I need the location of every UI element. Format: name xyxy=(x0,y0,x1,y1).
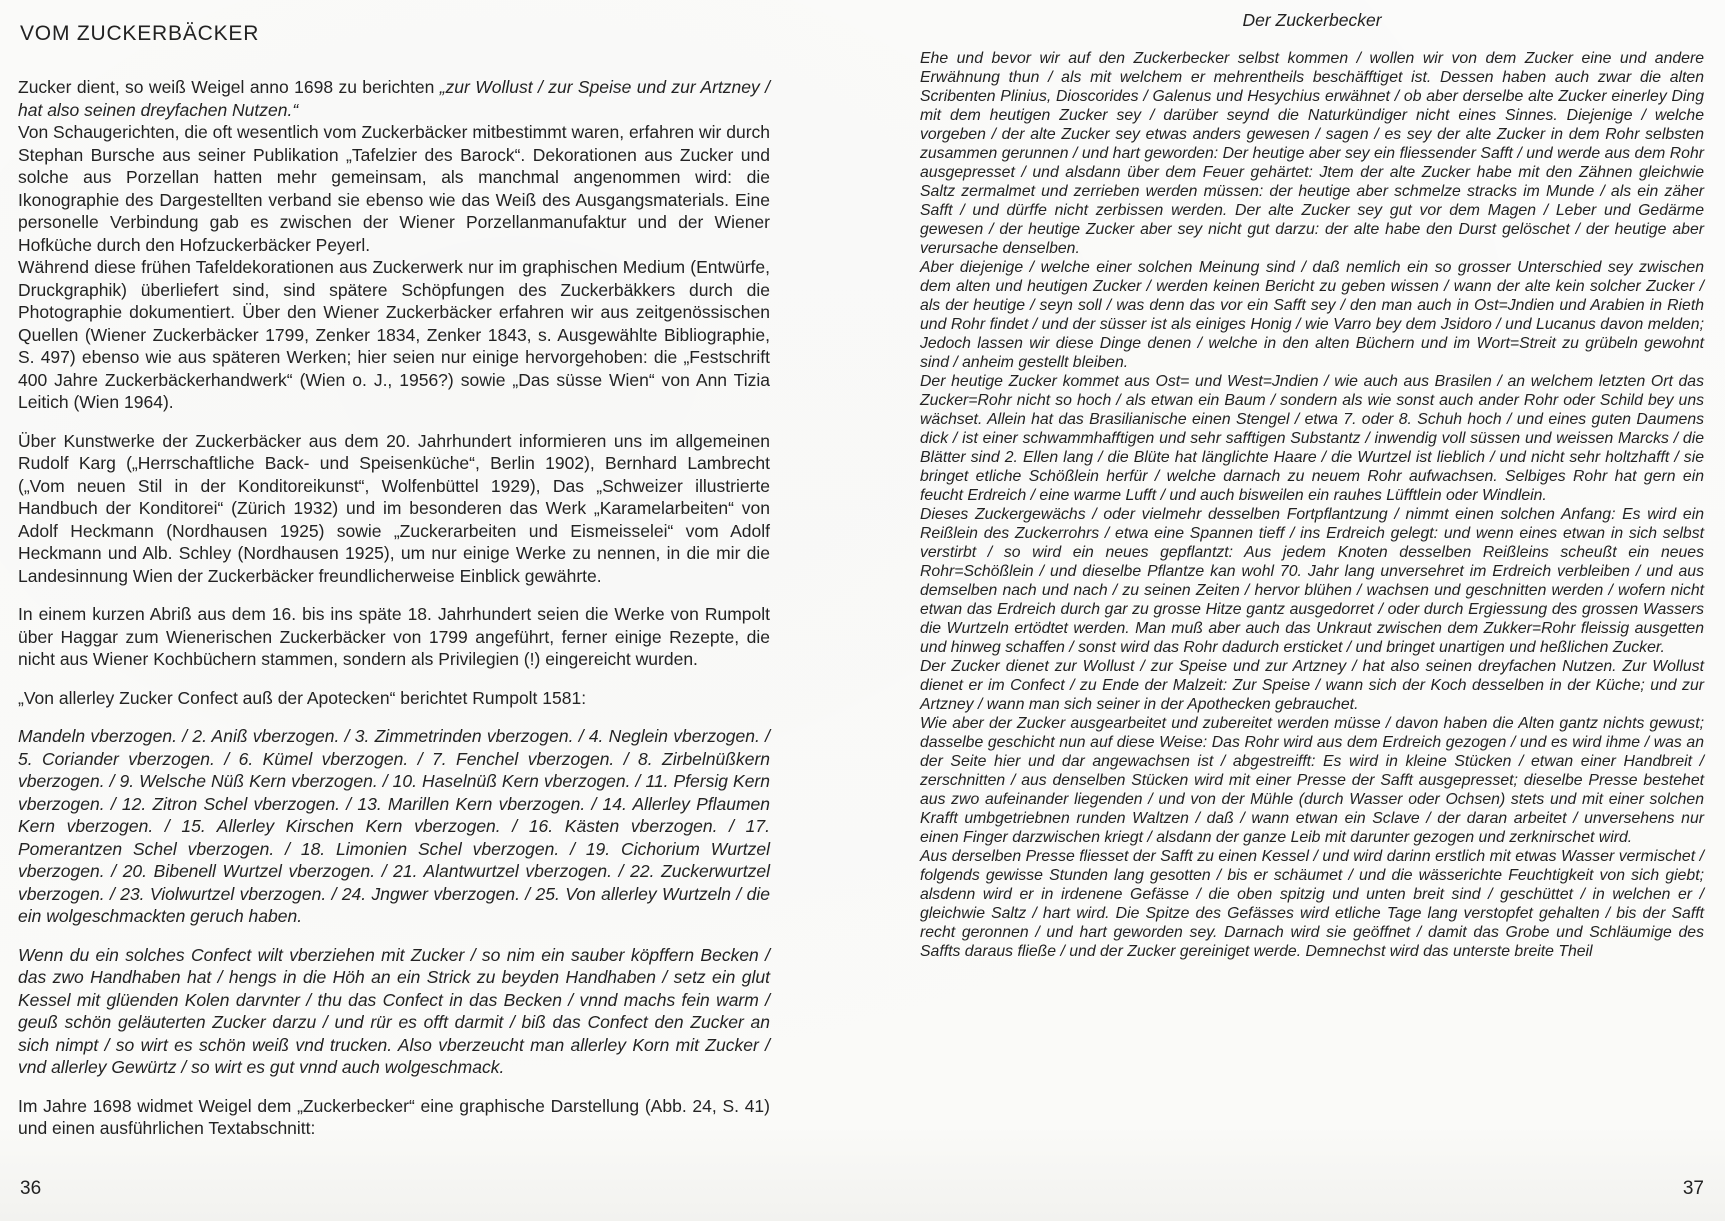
paragraph: Aber diejenige / welche einer solchen Meinung sind / daß nemlich ein so grosser Unterschied sey zwischen dem alten und heutigen Zucker / werden keinen Bericht zu geben wissen / wann der alte kein solcher Zucker / als der heutige / seyn soll / was denn das vor ein Safft sey / den man auch in Ost=Jndien und Arabien in Rieth und Rohr findet / und der süsser ist als einiges Honig / wie Varro bey dem Jsidoro / und Lucanus davon melden; Jedoch lassen wir diese Dinge denen / welche in den alten Büchern und im Wort=Streit zu grübeln gewohnt sind / anheim gestellt bleiben. xyxy=(920,259,1704,371)
paragraph: Der Zucker dienet zur Wollust / zur Speise und zur Artzney / hat also seinen dreyfachen Nutzen. Zur Wollust dienet er im Confect / zu Ende der Malzeit: Zur Speise / wann sich der Koch desselben in der Küche; und zur Artzney / wann man sich seiner in der Apothecken gebrauchet. xyxy=(920,658,1704,713)
paragraph: Mandeln vberzogen. / 2. Aniß vberzogen. / 3. Zimmetrinden vberzogen. / 4. Neglein vberzogen. / 5. Coriander vberzogen. / 6. Kümel vberzogen. / 7. Fenchel vberzogen. / 8. Zirbelnüßkern vberzogen. / 9. Welsche Nüß Kern vberzogen. / 10. Haselnüß Kern vberzogen. / 11. Pfersig Kern vberzogen. / 12. Zitron Schel vberzogen. / 13. Marillen Kern vberzogen. / 14. Allerley Pflaumen Kern vberzogen. / 15. Allerley Kirschen Kern vberzogen. / 16. Kästen vberzogen. / 17. Pomerantzen Schel vberzogen. / 18. Limonien Schel vberzogen. / 19. Cichorium Wurtzel vberzogen. / 20. Bibenell Wurtzel vberzogen. / 21. Alantwurtzel vberzogen. / 22. Zuckerwurtzel vberzogen. / 23. Violwurtzel vberzogen. / 24. Jngwer vberzogen. / 25. Von allerley Wurtzeln / die ein wolgeschmackten geruch haben. xyxy=(18,726,770,926)
page-number-left: 36 xyxy=(20,1178,42,1199)
paragraph: In einem kurzen Abriß aus dem 16. bis ins späte 18. Jahrhundert seien die Werke von Rumpolt über Haggar zum Wienerischen Zuckerbäcker von 1799 angeführt, ferner einige Rezepte, die nicht aus Wiener Kochbüchern stammen, sondern als Privilegien (!) eingereicht wurden. xyxy=(18,604,770,669)
paragraph: Von Schaugerichten, die oft wesentlich vom Zuckerbäcker mitbestimmt waren, erfahren wir durch Stephan Bursche aus seiner Publikation „Tafelzier des Barock“. Dekorationen aus Zucker und solche aus Porzellan hatten mehr gemeinsam, als manchmal angenommen wird: die Ikonographie des Dargestellten verband sie ebenso wie das Weiß des Ausgangsmaterials. Eine personelle Verbindung gab es zwischen der Wiener Porzellanmanufaktur und der Wiener Hofküche durch den Hofzuckerbäcker Peyerl. xyxy=(18,122,770,255)
right-page xyxy=(920,0,1704,1221)
page-number-right: 37 xyxy=(1682,1178,1704,1199)
paragraph: Ehe und bevor wir auf den Zuckerbecker selbst kommen / wollen wir von dem Zucker eine und andere Erwähnung thun / als mit welchem er mehrentheils beschäfftiget ist. Dessen haben auch zwar die alten Scribenten Plinius, Dioscorides / Galenus und Hesychius erwähnet / ob aber derselbe alte Zucker einerley Ding mit dem heutigen Zucker sey / darüber seynd die Naturkündiger nicht eines Sinnes. Diejenige / welche vorgeben / der alte Zucker sey etwas anders gewesen / sagen / es sey der alte Zucker in dem Rohr selbsten zusammen gerunnen / und hart geworden: Der heutige aber sey ein fliessender Safft / und werde aus dem Rohr ausgepresset / und alsdann über dem Feuer gehärtet: Jtem der alte Zucker habe mit den Zähnen gleichwie Saltz zermalmet und zerrieben werden müssen: der heutige aber schmelze stracks im Munde / als ein zäher Safft / und dürffe nicht zerbissen werden. Der alte Zucker sey gut vor dem Magen / Leber und Gedärme gewesen / der heutige Zucker aber sey nicht gut darzu: der alte habe den Durst gelöschet / der heutige aber verursache denselben. xyxy=(920,50,1704,257)
paragraph-quote: „zur Wollust / zur Speise und zur Artzney / hat also seinen dreyfachen Nutzen.“ xyxy=(18,77,770,120)
left-page xyxy=(18,0,770,1221)
paragraph: Dieses Zuckergewächs / oder vielmehr desselben Fortpflantzung / nimmt einen solchen Anfang: Es wird ein Reißlein des Zuckerrohrs / etwa eine Spannen tieff / ins Erdreich gelegt: und wenn eines etwan in sich selbst verstirbt / so wird ein neues gepflantzt: Aus jedem Knoten desselben Reißleins scheußt ein neues Rohr=Schößlein / und dieselbe Pflantze kan wohl 70. Jahr lang unversehret im Erdreich verbleiben / und aus demselben nach und nach / zu seinen Zeiten / hervor blühen / wachsen und geschnitten werden / wofern nicht etwan das Erdreich durch gar zu grosse Hitze gantz ausgedorret / oder durch Ergiessung des grossen Wassers die Wurtzeln ertödtet werden. Man muß aber auch das Unkraut zwischen dem Zukker=Rohr fleissig ausgetten und hinweg schaffen / sonst wird das Rohr dadurch ersticket / und bringet unartigen und heßlichen Zucker. xyxy=(920,506,1704,656)
paragraph-lead: Zucker dient, so weiß Weigel anno 1698 zu berichten xyxy=(18,77,440,97)
paragraph: Wie aber der Zucker ausgearbeitet und zubereitet werden müsse / davon haben die Alten gantz nichts gewust; dasselbe geschicht nun auf diese Weise: Das Rohr wird aus dem Erdreich gezogen / und es wird ihme / was an der Seite hier und dar angewachsen ist / abgestreifft: Es wird in kleine Stücken / etwan einer Handbreit / zerschnitten / aus denselben Stücken wird mit einer Presse der Safft ausgepresset; dieselbe Presse bestehet aus zwo aufeinander liegenden / und von der Mühle (durch Wasser oder Ochsen) stets und mit einer solchen Krafft umbgetriebnen runden Waltzen / daß / wann etwan ein Sclave / der daran arbeitet / unversehens nur einen Finger darzwischen kriegt / alsdann der ganze Leib mit darunter gezogen und zerknirschet wird. xyxy=(920,715,1704,846)
left-page-body xyxy=(18,76,770,1140)
paragraph xyxy=(18,76,770,121)
paragraph: Im Jahre 1698 widmet Weigel dem „Zuckerbecker“ eine graphische Darstellung (Abb. 24, S. 41) und einen ausführlichen Textabschnitt: xyxy=(18,1095,770,1138)
right-page-title: Der Zuckerbecker xyxy=(1242,10,1382,30)
paragraph: „Von allerley Zucker Confect auß der Apotecken“ berichtet Rumpolt 1581: xyxy=(18,687,587,708)
left-page-title: VOM ZUCKERBÄCKER xyxy=(20,22,260,45)
paragraph: Aus derselben Presse fliesset der Safft zu einen Kessel / und wird darinn erstlich mit etwas Wasser vermischet / folgends gewisse Stunden lang gesotten / bis er schäumet / und die wässerichte Feuchtigkeit von sich giebt; alsdenn wird er in irdenene Gefässe / die oben spitzig und unten breit sind / geschüttet / in welchen er / gleichwie Saltz / hart wird. Die Spitze des Gefässes wird etliche Tage lang verstopfet gehalten / bis der Safft recht geronnen / und hart geworden sey. Darnach wird sie geöffnet / damit das Grobe und Schläumige des Saffts daraus fließe / und der Zucker gereiniget werde. Demnechst wird das unterste breite Theil xyxy=(920,848,1704,960)
paragraph: Während diese frühen Tafeldekorationen aus Zuckerwerk nur im graphischen Medium (Entwürfe, Druckgraphik) überliefert sind, sind spätere Schöpfungen des Zuckerbäkkers durch die Photographie dokumentiert. Über den Wiener Zuckerbäcker erfahren wir aus zeitgenössischen Quellen (Wiener Zuckerbäcker 1799, Zenker 1834, Zenker 1843, s. Ausgewählte Bibliographie, S. 497) ebenso wie aus späteren Werken; hier seien nur einige hervorgehoben: die „Festschrift 400 Jahre Zuckerbäckerhandwerk“ (Wien o. J., 1956?) sowie „Das süsse Wien“ von Ann Tizia Leitich (Wien 1964). xyxy=(18,257,770,412)
paragraph: Über Kunstwerke der Zuckerbäcker aus dem 20. Jahrhundert informieren uns im allgemeinen Rudolf Karg („Herrschaftliche Back- und Speisenküche“, Berlin 1902), Bernhard Lambrecht („Vom neuen Stil in der Konditoreikunst“, Wolfenbüttel 1929), Das „Schweizer illustrierte Handbuch der Konditorei“ (Zürich 1932) und im besonderen das Werk „Karamelarbeiten“ von Adolf Heckmann (Nordhausen 1925) sowie „Zuckerarbeiten und Eismeisselei“ vom Adolf Heckmann und Alb. Schley (Nordhausen 1925), um nur einige Werke zu nennen, in die mir die Landesinnung Wien der Zuckerbäcker freundlicherweise Einblick gewährte. xyxy=(18,430,770,586)
paragraph: Wenn du ein solches Confect wilt vberziehen mit Zucker / so nim ein sauber köpffern Becken / das zwo Handhaben hat / hengs in die Höh an ein Strick zu beyden Handhaben / setz ein glut Kessel mit glüenden Kolen darvnter / thu das Confect in das Becken / vnnd machs fein warm / geuß schön geläuterten Zucker darzu / und rür es offt darmit / biß das Confect den Zucker an sich nimpt / so wirt es schön weiß vnd trucken. Also vberzeucht man allerley Korn mit Zucker / vnd allerley Gewürtz / so wirt es gut vnnd auch wolgeschmack. xyxy=(18,944,770,1077)
right-page-body xyxy=(920,49,1704,961)
paragraph: Der heutige Zucker kommet aus Ost= und West=Jndien / wie auch aus Brasilen / an welchem letzten Ort das Zucker=Rohr nicht so hoch / als etwan ein Baum / sondern als wie sonst auch ander Rohr oder Schild bey uns wächset. Allein hat das Brasilianische einen Stengel / etwa 7. oder 8. Schuh hoch / und eines guten Daumens dick / ist einer schwammhafftigen und sehr safftigen Substantz / inwendig voll süssen und weissen Marcks / die Blätter sind 2. Ellen lang / die Blüte hat länglichte Haare / die Wurtzel ist lieblich / und nicht sehr holtzhafft / sie bringet etliche Schößlein herfür / welche darnach zu neuem Rohr aufwachsen. Selbiges Rohr hat gern ein feucht Erdreich / eine warme Lufft / und auch bisweilen ein rauhes Lüfftlein oder Windlein. xyxy=(920,373,1704,504)
